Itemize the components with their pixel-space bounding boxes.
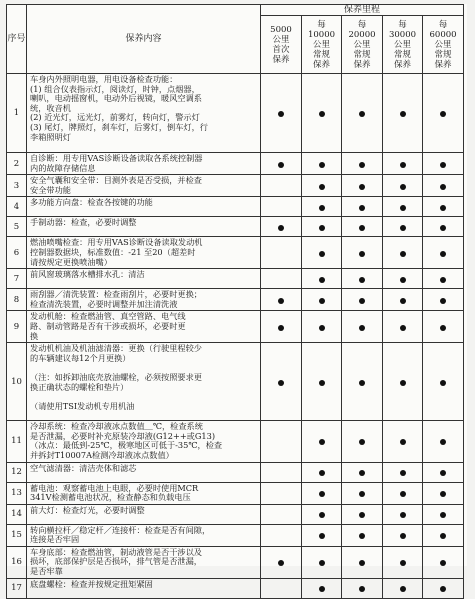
required-dot-icon [319,162,325,168]
content-line: 转向横拉杆／稳定杆／连接杆：检查是否有间隙， [30,525,211,535]
interval-cell [302,462,342,482]
header-interval-3 [342,16,383,74]
content-line: (3) 尾灯，牌照灯，刹车灯，后雾灯，倒车灯，行 [30,122,208,132]
interval-cell [302,482,342,504]
row-content [27,197,261,217]
required-dot-icon [400,162,406,168]
header-mileage-text: 保养里程 [344,5,381,15]
content-line: 自诊断：用专用VAS诊断设备读取各系统控制器 [30,154,203,163]
required-dot-icon [440,298,446,304]
row-content [27,482,261,504]
interval-cell [261,153,302,175]
content-line: 燃油喷嘴检查：用专用VAS诊断设备读取发动机 [30,238,203,248]
interval-cell [302,175,342,197]
interval-cell [383,269,423,289]
interval-cell [261,311,302,343]
required-dot-icon [359,184,365,190]
interval-cell [302,546,342,578]
interval-cell [423,237,464,269]
content-line: 换正确状态的螺栓和垫片） [30,382,129,392]
interval-cell [261,343,302,421]
required-dot-icon [359,491,365,497]
table-row [7,504,464,524]
interval-cell [383,74,423,153]
interval-cell [383,237,423,269]
header-interval-line: 公里 [393,39,411,50]
content-line: 喇叭，电动摇窗机，电动外后视镜，暖风空调系 [30,94,202,104]
interval-cell [302,289,342,311]
required-dot-icon [400,277,406,283]
interval-cell [302,421,342,462]
required-dot-icon [359,225,365,231]
content-line: 检查清洗装置，必要时调整并加注清洗液 [30,299,178,309]
header-interval-line: 60000 [429,29,457,40]
interval-cell [423,175,464,197]
required-dot-icon [319,380,325,386]
interval-cell [302,269,342,289]
required-dot-icon [400,325,406,331]
interval-cell [423,289,464,311]
row-content [27,153,261,175]
interval-cell [423,482,464,504]
row-content [27,237,261,269]
interval-cell [383,482,423,504]
content-line: 是否泄漏，必要时补充原装冷却液(G12++或G13) [30,431,216,441]
interval-cell [423,546,464,578]
interval-cell [423,269,464,289]
row-number: 2 [7,153,27,175]
row-number: 3 [7,175,27,197]
interval-cell [423,578,464,598]
row-number: 9 [7,311,27,343]
interval-cell [383,153,423,175]
table-row [7,462,464,482]
interval-cell [383,462,423,482]
table-row [7,217,464,237]
header-interval-line: 公里 [312,39,330,50]
header-interval-4 [383,16,423,74]
required-dot-icon [278,380,284,386]
content-line: 是否牢靠 [30,567,63,577]
required-dot-icon [440,533,446,539]
table-row [7,311,464,343]
row-number: 8 [7,289,27,311]
required-dot-icon [319,470,325,476]
table-row [7,175,464,197]
row-content [27,269,261,289]
content-line: 空气滤清器：清洁壳体和滤芯 [30,463,137,473]
interval-cell [423,311,464,343]
interval-cell [383,504,423,524]
required-dot-icon [359,277,365,283]
table-row [7,578,464,598]
content-line: 多功能方向盘：检查各按键的功能 [30,198,153,208]
required-dot-icon [278,162,284,168]
interval-cell [261,237,302,269]
content-line: 安全气囊和安全带：目测外表是否受损，并检查 [30,176,202,186]
interval-cell [302,74,342,153]
interval-cell [342,546,383,578]
interval-cell [261,421,302,462]
interval-cell [261,482,302,504]
table-row [7,482,464,504]
row-number: 1 [7,74,27,153]
header-interval-1 [261,16,302,74]
interval-cell [342,175,383,197]
header-interval-2 [302,16,342,74]
content-line: (2) 近光灯，远光灯，前雾灯，转向灯，警示灯 [30,113,200,123]
required-dot-icon [440,512,446,518]
row-number: 12 [7,462,27,482]
row-content [27,524,261,546]
interval-cell [423,197,464,217]
interval-cell [342,197,383,217]
content-line: 连接是否牢固 [30,535,80,545]
row-content [27,504,261,524]
interval-cell [261,546,302,578]
header-interval-line: 20000 [348,29,376,40]
required-dot-icon [400,560,406,566]
header-content [27,5,261,74]
header-interval-line: 公里 [434,39,452,50]
content-line: 雨刮器／清洗装置：检查雨刮片，必要时更换； [30,290,202,300]
table-row [7,289,464,311]
required-dot-icon [319,439,325,445]
content-line: 前风窗玻璃落水槽排水孔：清洁 [30,270,145,280]
content-line: （冰点：最低到-25℃，极寒地区可低于-35℃，检查 [30,441,223,451]
interval-cell [342,311,383,343]
header-interval-line: 5000 [270,24,292,35]
required-dot-icon [400,380,406,386]
row-number: 5 [7,217,27,237]
content-line: 蓄电池：观察蓄电池上电眼，必要时使用MCR [30,483,199,493]
row-number: 11 [7,421,27,462]
header-mileage [261,5,464,16]
content-line: 车身底部：检查燃油管，制动液管是否干涉以及 [30,547,202,557]
interval-cell [342,578,383,598]
header-content-text: 保养内容 [125,34,162,44]
table-row [7,524,464,546]
interval-cell [423,421,464,462]
required-dot-icon [319,251,325,257]
required-dot-icon [400,251,406,257]
required-dot-icon [278,111,284,117]
required-dot-icon [440,439,446,445]
content-line: （注：如拆卸油底壳放油螺栓，必须按照要求更 [30,372,202,382]
required-dot-icon [359,470,365,476]
header-interval-line: 公里 [353,39,371,50]
required-dot-icon [319,277,325,283]
content-line: 341V检测蓄电池状况，检查静态和负载电压 [30,493,191,503]
required-dot-icon [359,439,365,445]
content-line [30,392,258,402]
interval-cell [423,504,464,524]
header-interval-line: 常规 [353,49,371,60]
content-line: 统，收音机 [30,103,71,113]
required-dot-icon [278,560,284,566]
interval-cell [342,269,383,289]
interval-cell [342,217,383,237]
row-number: 10 [7,343,27,421]
required-dot-icon [359,533,365,539]
interval-cell [261,524,302,546]
table-row [7,421,464,462]
interval-cell [423,462,464,482]
content-line: 换 [30,331,39,341]
header-interval-line: 保养 [272,54,290,65]
content-line: 李箱照明灯 [30,132,71,142]
content-line: 控制器数据块，标准数值：-21 至20（超差时 [30,247,196,257]
required-dot-icon [319,111,325,117]
required-dot-icon [319,533,325,539]
interval-cell [261,578,302,598]
table-row [7,546,464,578]
header-interval-line: 每 [438,19,448,30]
required-dot-icon [319,560,325,566]
interval-cell [423,153,464,175]
header-interval-line: 30000 [388,29,417,40]
row-number: 6 [7,237,27,269]
required-dot-icon [440,162,446,168]
interval-cell [342,289,383,311]
interval-cell [302,578,342,598]
row-content [27,74,261,153]
required-dot-icon [400,205,406,211]
content-line [30,363,258,373]
header-interval-line: 公里 [272,34,290,45]
interval-cell [302,197,342,217]
table-row [7,343,464,421]
header-interval-line: 每 [317,19,326,30]
content-line: 手制动器：检查，必要时调整 [30,218,137,228]
content-line: （请使用TSI发动机专用机油 [30,401,135,411]
interval-cell [423,74,464,153]
document-page [6,4,467,594]
interval-cell [423,217,464,237]
required-dot-icon [359,560,365,566]
interval-cell [383,421,423,462]
content-line: 前大灯：检查灯光，必要时调整 [30,505,145,515]
interval-cell [383,217,423,237]
required-dot-icon [319,298,325,304]
required-dot-icon [319,225,325,231]
required-dot-icon [440,251,446,257]
interval-cell [383,175,423,197]
content-line: 并拆封T10007A检测冷却液冰点数值） [30,450,174,460]
interval-cell [383,197,423,217]
required-dot-icon [359,380,365,386]
row-number: 4 [7,197,27,217]
required-dot-icon [440,380,446,386]
header-interval-line: 保养 [312,59,330,70]
required-dot-icon [440,560,446,566]
interval-cell [383,546,423,578]
content-line: 请按规定更换喷油嘴） [30,257,112,267]
header-interval-line: 首次 [272,44,290,55]
required-dot-icon [440,277,446,283]
required-dot-icon [440,111,446,117]
required-dot-icon [400,111,406,117]
required-dot-icon [359,162,365,168]
header-seq [7,5,27,74]
table-row [7,269,464,289]
interval-cell [342,462,383,482]
required-dot-icon [278,225,284,231]
required-dot-icon [319,491,325,497]
interval-cell [261,74,302,153]
interval-cell [342,504,383,524]
interval-cell [383,311,423,343]
row-content [27,311,261,343]
required-dot-icon [400,586,406,592]
header-interval-line: 常规 [312,49,330,60]
interval-cell [261,289,302,311]
required-dot-icon [400,470,406,476]
interval-cell [302,524,342,546]
interval-cell [302,343,342,421]
interval-cell [261,462,302,482]
content-line: 的车辆建议每12个月更换） [30,353,131,363]
interval-cell [342,482,383,504]
content-line: 内的故障存储信息 [30,163,96,173]
required-dot-icon [359,298,365,304]
required-dot-icon [440,491,446,497]
row-number: 13 [7,482,27,504]
content-line: 路、制动管路是否有干涉或损坏，必要时更 [30,321,186,331]
content-line: 车身内外照明电器，用电设备检查功能： [30,75,178,84]
row-content [27,343,261,421]
interval-cell [342,421,383,462]
required-dot-icon [278,298,284,304]
table-row [7,237,464,269]
required-dot-icon [359,111,365,117]
content-line: 冷却系统：检查冷却液冰点数值＿℃，检查系统 [30,422,203,432]
row-number: 17 [7,578,27,598]
header-interval-line: 常规 [434,49,452,60]
interval-cell [261,504,302,524]
required-dot-icon [400,184,406,190]
interval-cell [342,343,383,421]
interval-cell [261,217,302,237]
interval-cell [302,504,342,524]
content-line: 发动机机油及机油滤清器：更换（行驶里程较少 [30,344,202,354]
header-interval-5 [423,16,464,74]
interval-cell [383,524,423,546]
header-interval-line: 保养 [393,59,411,70]
required-dot-icon [359,205,365,211]
header-interval-line: 每 [398,19,407,30]
interval-cell [342,237,383,269]
required-dot-icon [359,586,365,592]
interval-cell [342,524,383,546]
content-line: 发动机舱：检查燃油管、真空管路、电气线 [30,312,186,322]
table-row [7,197,464,217]
row-content [27,578,261,598]
row-content [27,546,261,578]
required-dot-icon [440,184,446,190]
header-interval-line: 保养 [353,59,371,70]
row-number: 7 [7,269,27,289]
content-line: (1) 组合仪表指示灯，阅读灯，时钟，点烟器， [30,84,200,94]
maintenance-table [6,4,464,599]
required-dot-icon [319,325,325,331]
interval-cell [302,217,342,237]
required-dot-icon [319,512,325,518]
row-content [27,289,261,311]
required-dot-icon [278,325,284,331]
interval-cell [383,289,423,311]
interval-cell [423,343,464,421]
interval-cell [261,175,302,197]
interval-cell [423,524,464,546]
required-dot-icon [440,470,446,476]
required-dot-icon [319,586,325,592]
interval-cell [383,578,423,598]
required-dot-icon [319,205,325,211]
required-dot-icon [359,325,365,331]
interval-cell [302,237,342,269]
row-content [27,175,261,197]
required-dot-icon [400,533,406,539]
interval-cell [261,269,302,289]
required-dot-icon [400,439,406,445]
interval-cell [302,153,342,175]
required-dot-icon [359,251,365,257]
header-interval-line: 10000 [307,29,336,40]
row-content [27,217,261,237]
row-number: 15 [7,524,27,546]
row-number: 16 [7,546,27,578]
content-line: 安全带功能 [30,185,71,195]
required-dot-icon [400,491,406,497]
row-content [27,421,261,462]
row-number: 14 [7,504,27,524]
row-content [27,462,261,482]
interval-cell [342,153,383,175]
header-interval-line: 保养 [434,59,452,70]
header-interval-line: 每 [357,19,367,30]
content-line: 底盘螺栓：检查并按规定扭矩紧固 [30,579,153,589]
required-dot-icon [319,184,325,190]
interval-cell [261,197,302,217]
required-dot-icon [440,586,446,592]
table-row [7,74,464,153]
required-dot-icon [440,225,446,231]
table-row [7,153,464,175]
required-dot-icon [440,205,446,211]
header-seq-text: 序号 [7,34,26,44]
required-dot-icon [359,512,365,518]
interval-cell [302,311,342,343]
required-dot-icon [400,225,406,231]
interval-cell [342,74,383,153]
required-dot-icon [400,512,406,518]
interval-cell [383,343,423,421]
required-dot-icon [440,325,446,331]
required-dot-icon [400,298,406,304]
header-interval-line: 常规 [393,49,411,60]
content-line: 损坏，底部保护层是否损坏，排气管是否泄漏， [30,557,202,567]
